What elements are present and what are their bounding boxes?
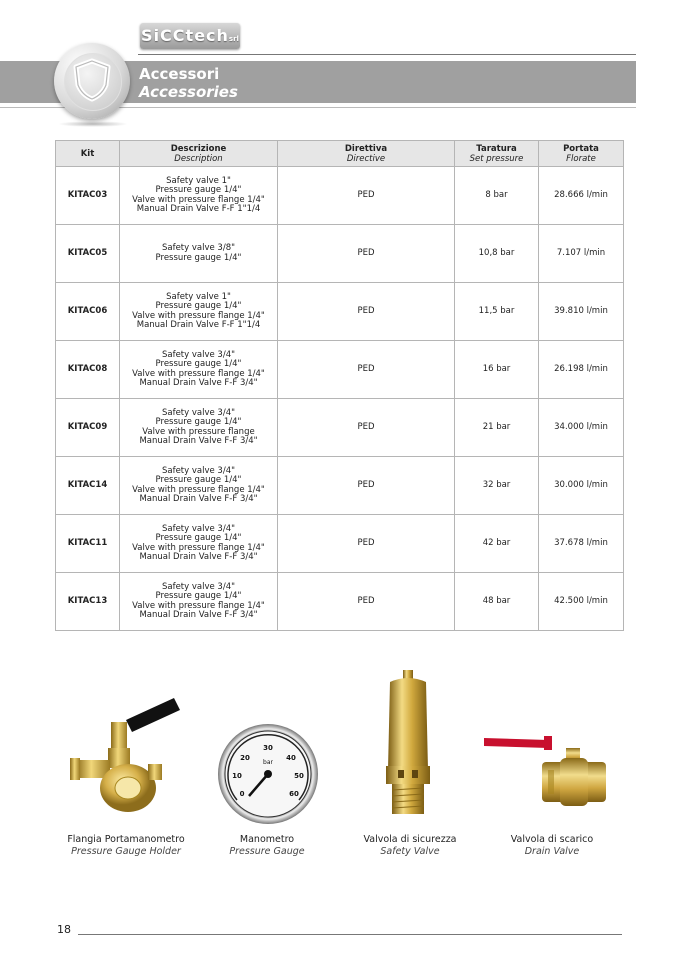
description-cell: [120, 457, 278, 515]
table-row: [56, 515, 624, 573]
drain-valve-icon: [482, 660, 622, 830]
set-pressure-cell: 11,5 bar: [455, 283, 539, 341]
description-line: Pressure gauge 1/4": [155, 252, 242, 263]
svg-text:60: 60: [289, 790, 299, 798]
col-header-flow-rate: Portata Florate: [539, 141, 624, 167]
table-row: [56, 399, 624, 457]
kits-table: [55, 140, 624, 631]
description-line: Safety valve 3/4": [161, 407, 236, 418]
col-header-description: Descrizione Description: [120, 141, 278, 167]
section-subtitle: Accessories: [139, 83, 238, 101]
description-line: Safety valve 1": [166, 291, 231, 302]
description-line: Valve with pressure flange 1/4": [132, 484, 265, 495]
kit-code-cell: KITAC03: [56, 167, 120, 225]
product-safety-valve: [340, 660, 480, 858]
description-line: Pressure gauge 1/4": [155, 475, 242, 485]
product-subname: Pressure Gauge Holder: [71, 846, 181, 857]
directive-cell: PED: [278, 283, 455, 341]
product-name: Manometro: [239, 834, 295, 845]
description-line: Valve with pressure flange 1/4": [132, 310, 265, 321]
table-row: [56, 341, 624, 399]
description-cell: [120, 225, 278, 283]
description-cell: [120, 573, 278, 631]
description-line: Safety valve 3/4": [161, 465, 236, 476]
table-header-row: [56, 141, 624, 167]
shield-badge: [54, 43, 130, 119]
directive-cell: PED: [278, 515, 455, 573]
product-subname: Pressure Gauge: [229, 846, 305, 857]
set-pressure-cell: 48 bar: [455, 573, 539, 631]
description-cell: [120, 399, 278, 457]
table-row: [56, 457, 624, 515]
product-drain-valve: [482, 660, 622, 858]
page-number: 18: [57, 923, 71, 936]
description-line: Pressure gauge 1/4": [155, 185, 242, 195]
table-row: [56, 225, 624, 283]
header-rule: [138, 54, 636, 55]
description-cell: [120, 283, 278, 341]
description-line: Pressure gauge 1/4": [155, 591, 242, 601]
flow-rate-cell: 30.000 l/min: [539, 457, 624, 515]
description-line: Valve with pressure flange: [142, 426, 255, 437]
flow-rate-cell: 7.107 l/min: [539, 225, 624, 283]
description-line: Pressure gauge 1/4": [155, 417, 242, 427]
description-line: Manual Drain Valve F-F 3/4": [139, 494, 258, 504]
description-line: Manual Drain Valve F-F 1"1/4: [136, 320, 261, 330]
kit-code-cell: KITAC14: [56, 457, 120, 515]
description-cell: [120, 341, 278, 399]
badge-shadow: [58, 121, 128, 127]
svg-text:50: 50: [294, 772, 304, 780]
directive-cell: PED: [278, 167, 455, 225]
description-line: Valve with pressure flange 1/4": [132, 542, 265, 553]
svg-text:10: 10: [232, 772, 242, 780]
svg-text:0: 0: [239, 790, 245, 798]
svg-text:20: 20: [240, 754, 250, 762]
description-line: Manual Drain Valve F-F 3/4": [139, 378, 258, 388]
shield-icon: [70, 57, 114, 103]
directive-cell: PED: [278, 225, 455, 283]
set-pressure-cell: 10,8 bar: [455, 225, 539, 283]
kit-code-cell: KITAC09: [56, 399, 120, 457]
directive-cell: PED: [278, 341, 455, 399]
product-gauge-holder: [56, 660, 196, 858]
flow-rate-cell: 34.000 l/min: [539, 399, 624, 457]
description-line: Manual Drain Valve F-F 3/4": [139, 552, 258, 562]
pressure-gauge-icon: [197, 660, 337, 830]
svg-text:30: 30: [263, 744, 273, 752]
description-line: Valve with pressure flange 1/4": [132, 368, 265, 379]
description-line: Pressure gauge 1/4": [155, 533, 242, 543]
col-header-kit: Kit: [56, 141, 120, 167]
flow-rate-cell: 39.810 l/min: [539, 283, 624, 341]
description-line: Manual Drain Valve F-F 1"1/4: [136, 204, 261, 214]
svg-text:40: 40: [286, 754, 296, 762]
kit-code-cell: KITAC11: [56, 515, 120, 573]
footer-rule: [78, 934, 622, 935]
set-pressure-cell: 8 bar: [455, 167, 539, 225]
flow-rate-cell: 37.678 l/min: [539, 515, 624, 573]
set-pressure-cell: 32 bar: [455, 457, 539, 515]
directive-cell: PED: [278, 457, 455, 515]
gauge-holder-icon: [56, 660, 196, 830]
description-cell: [120, 515, 278, 573]
directive-cell: PED: [278, 573, 455, 631]
product-name: Valvola di sicurezza: [363, 834, 457, 845]
product-subname: Drain Valve: [524, 846, 580, 857]
kit-code-cell: KITAC05: [56, 225, 120, 283]
flow-rate-cell: 28.666 l/min: [539, 167, 624, 225]
table-row: [56, 167, 624, 225]
table-row: [56, 283, 624, 341]
col-header-set-pressure: Taratura Set pressure: [455, 141, 539, 167]
kit-code-cell: KITAC13: [56, 573, 120, 631]
description-line: Pressure gauge 1/4": [155, 359, 242, 369]
svg-text:bar: bar: [263, 759, 273, 766]
description-line: Safety valve 3/8": [161, 243, 236, 253]
col-header-directive: Direttiva Directive: [278, 141, 455, 167]
description-line: Valve with pressure flange 1/4": [132, 194, 265, 205]
section-title: Accessori: [139, 65, 220, 83]
description-cell: [120, 167, 278, 225]
product-subname: Safety Valve: [380, 846, 440, 857]
description-line: Safety valve 3/4": [161, 523, 236, 534]
description-line: Valve with pressure flange 1/4": [132, 600, 265, 611]
product-name: Flangia Portamanometro: [67, 834, 185, 845]
safety-valve-icon: [340, 660, 480, 830]
set-pressure-cell: 16 bar: [455, 341, 539, 399]
product-name: Valvola di scarico: [510, 834, 594, 845]
directive-cell: PED: [278, 399, 455, 457]
flow-rate-cell: 26.198 l/min: [539, 341, 624, 399]
product-pressure-gauge: [197, 660, 337, 858]
table-row: [56, 573, 624, 631]
description-line: Manual Drain Valve F-F 3/4": [139, 610, 258, 620]
set-pressure-cell: 21 bar: [455, 399, 539, 457]
description-line: Safety valve 3/4": [161, 349, 236, 360]
set-pressure-cell: 42 bar: [455, 515, 539, 573]
description-line: Pressure gauge 1/4": [155, 301, 242, 311]
kit-code-cell: KITAC08: [56, 341, 120, 399]
flow-rate-cell: 42.500 l/min: [539, 573, 624, 631]
description-line: Safety valve 1": [166, 175, 231, 186]
brand-logo: SiCCtechsrl: [140, 23, 240, 49]
description-line: Safety valve 3/4": [161, 581, 236, 592]
kit-code-cell: KITAC06: [56, 283, 120, 341]
description-line: Manual Drain Valve F-F 3/4": [139, 436, 258, 446]
